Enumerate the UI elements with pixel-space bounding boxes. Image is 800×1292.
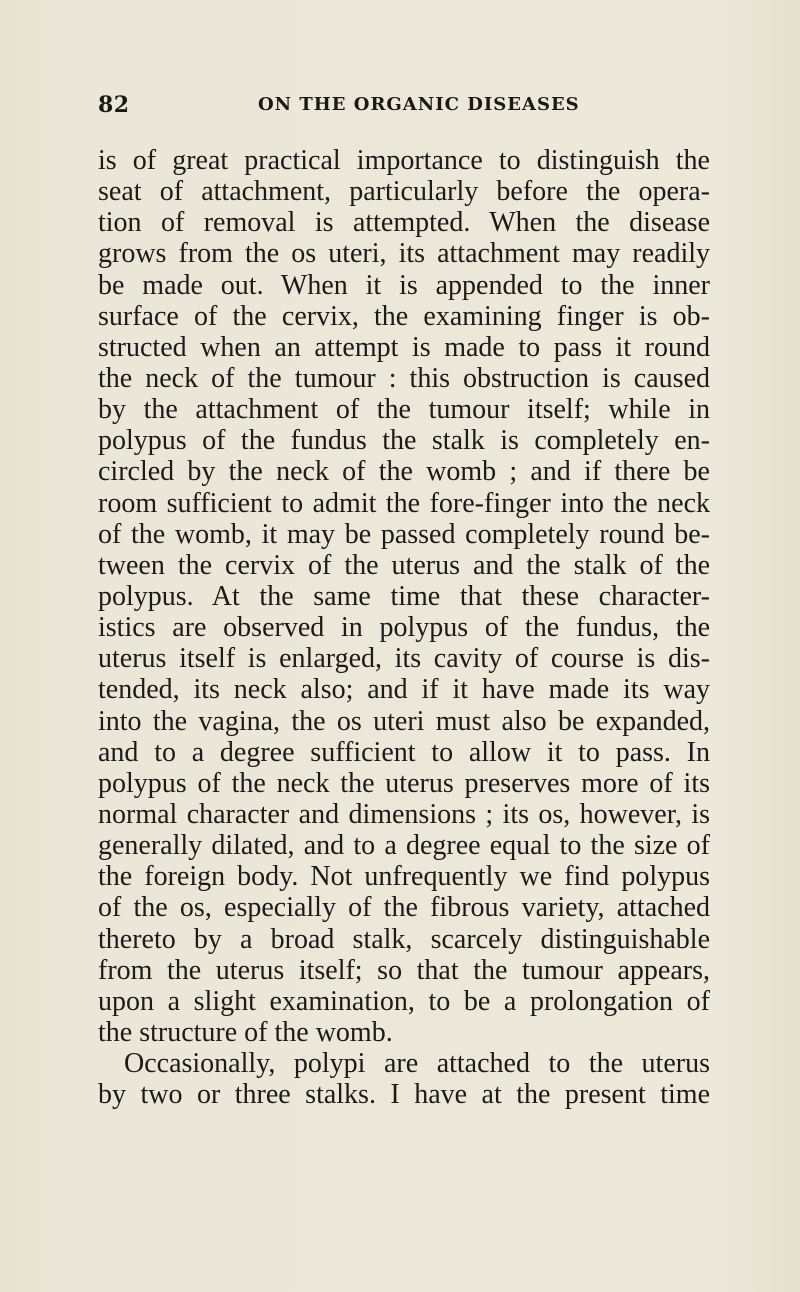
text-line: the neck of the tumour : this obstruction is caused <box>98 362 710 394</box>
text-line: thereto by a broad stalk, scarcely distinguishable <box>98 923 710 955</box>
text-line: is of great practical importance to distinguish the <box>98 145 710 176</box>
text-line: seat of attachment, particularly before the opera- <box>98 176 710 208</box>
text-line: tended, its neck also; and if it have made its way <box>98 674 710 706</box>
text-line: Occasionally, polypi are attached to the uterus <box>124 1048 710 1080</box>
text-line: by the attachment of the tumour itself; while in <box>98 394 710 426</box>
text-line: the structure of the womb. <box>98 1016 393 1048</box>
text-line: into the vagina, the os uteri must also be expanded, <box>98 705 710 737</box>
text-line: upon a slight examination, to be a prolongation of <box>98 985 710 1017</box>
body-text <box>98 145 710 1110</box>
text-line: room sufficient to admit the fore-finger into the neck <box>98 487 710 519</box>
text-line: polypus of the neck the uterus preserves more of its <box>98 767 710 799</box>
text-line: by two or three stalks. I have at the present time <box>98 1079 710 1111</box>
text-line: structed when an attempt is made to pass it round <box>98 331 710 363</box>
text-line: of the womb, it may be passed completely round be- <box>98 518 710 550</box>
running-title: ON THE ORGANIC DISEASES <box>258 94 580 115</box>
text-line: polypus. At the same time that these character- <box>98 580 710 612</box>
text-line: istics are observed in polypus of the fundus, the <box>98 612 710 644</box>
text-line: uterus itself is enlarged, its cavity of course is dis- <box>98 643 710 675</box>
page-header <box>98 92 702 122</box>
text-line: polypus of the fundus the stalk is completely en- <box>98 425 710 457</box>
text-line: normal character and dimensions ; its os, however, is <box>98 798 710 830</box>
text-line: tween the cervix of the uterus and the stalk of the <box>98 549 710 581</box>
text-line: and to a degree sufficient to allow it to pass. In <box>98 736 710 768</box>
text-line: of the os, especially of the fibrous variety, attached <box>98 892 710 924</box>
text-line: circled by the neck of the womb ; and if there be <box>98 456 710 488</box>
text-line: from the uterus itself; so that the tumour appears, <box>98 954 710 986</box>
text-line: be made out. When it is appended to the inner <box>98 269 710 301</box>
page-number: 82 <box>98 92 130 118</box>
text-line: surface of the cervix, the examining finger is ob- <box>98 300 710 332</box>
text-line: tion of removal is attempted. When the disease <box>98 207 710 239</box>
text-line: the foreign body. Not unfrequently we find polypus <box>98 861 710 893</box>
text-line: generally dilated, and to a degree equal to the size of <box>98 830 710 862</box>
text-line: grows from the os uteri, its attachment may readily <box>98 238 710 270</box>
